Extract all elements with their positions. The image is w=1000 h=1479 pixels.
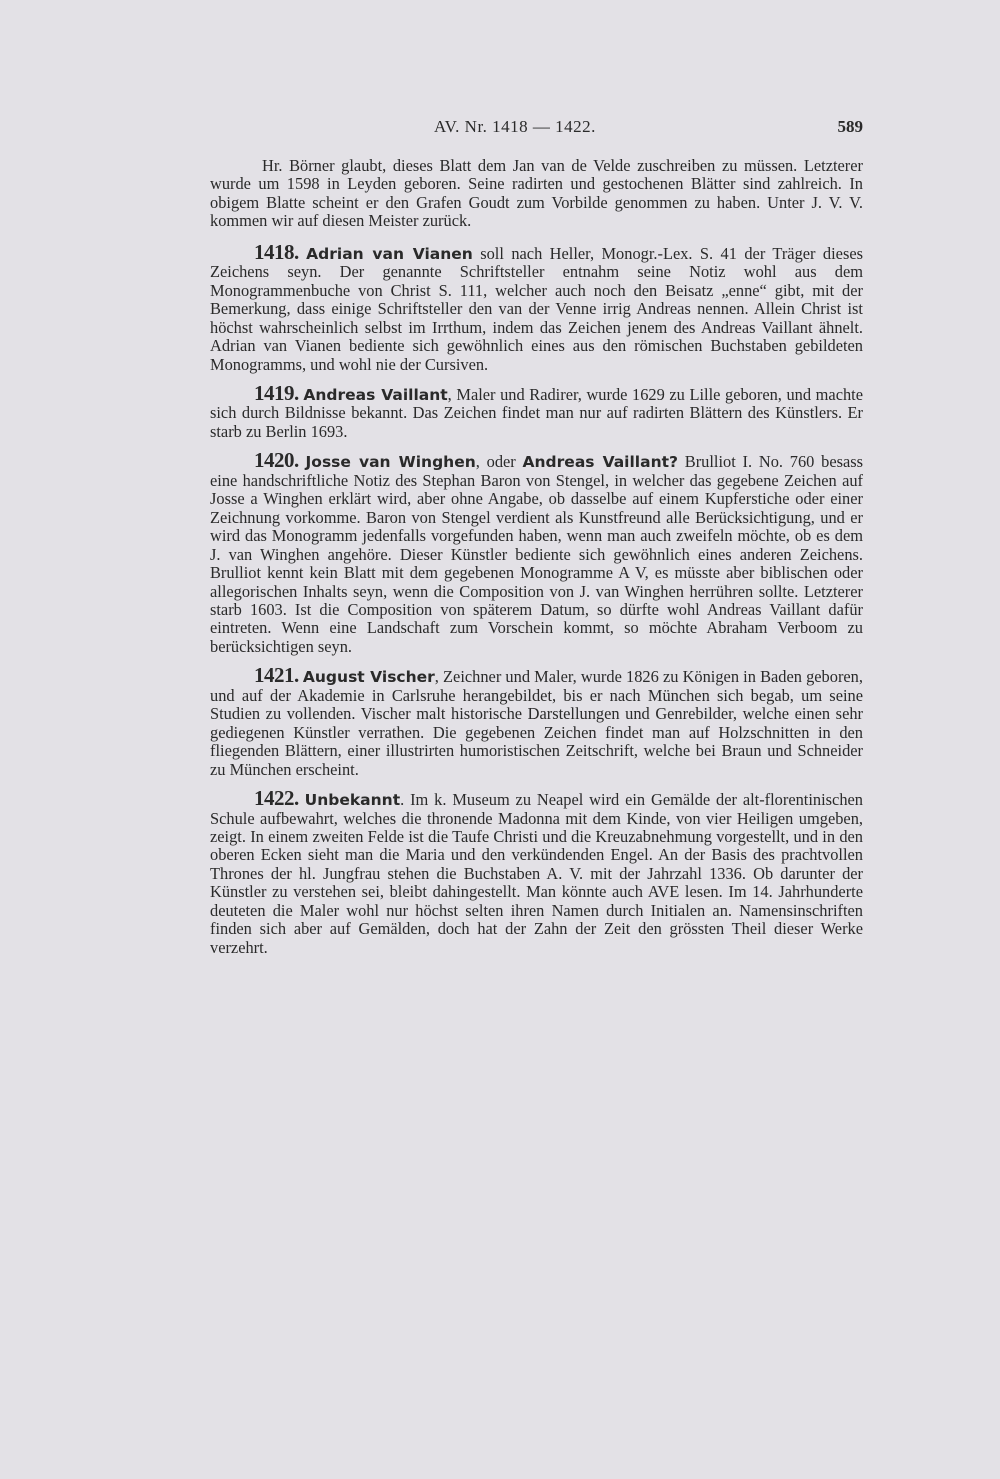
artist-name: Andreas Vaillant xyxy=(303,385,448,404)
entry-body: , Maler und Radirer, wurde 1629 zu Lille geboren, und machte sich durch Bildnisse bekannt. Das Zeichen findet man nur auf radirten Blättern des Künstlers. Er starb zu Berlin 1693. xyxy=(210,384,863,441)
entry-1421 xyxy=(210,663,863,779)
entry-number: 1418. xyxy=(254,239,299,264)
artist-name: August Vischer xyxy=(302,668,435,687)
entry-1418-text xyxy=(210,239,863,374)
page-body xyxy=(210,157,863,967)
entry-1418 xyxy=(210,239,863,374)
entry-1420-text xyxy=(210,448,863,656)
name-connector: , oder xyxy=(475,452,523,472)
entry-number: 1419. xyxy=(254,380,299,405)
running-header xyxy=(210,117,863,141)
entry-number: 1421. xyxy=(254,663,299,688)
artist-name: Josse van Winghen xyxy=(305,453,476,472)
artist-name: Adrian van Vianen xyxy=(306,244,473,263)
artist-name-alt: Andreas Vaillant? xyxy=(522,453,679,472)
intro-paragraph: Hr. Börner glaubt, dieses Blatt dem Jan van de Velde zuschreiben zu müssen. Letzterer wurde um 1598 in Leyden geboren. Seine radirten und gestochenen Blätter sind zahlreich. In obigem Blatte scheint er den Grafen Goudt zum Vorbilde genommen zu haben. Unter J. V. V. kommen wir auf diesen Meister zurück. xyxy=(210,156,863,231)
entry-1419 xyxy=(210,380,863,441)
entry-body: soll nach Heller, Monogr.-Lex. S. 41 der Träger dieses Zeichens seyn. Der genannte Schriftsteller entnahm seine Notiz wohl aus dem Monogrammenbuche von Christ S. 111, welcher auch noch den Beisatz „enne“ gibt, mit der Bemerkung, dass einige Schriftsteller den van der Venne irrig Andreas nennen. Allein Christ ist höchst wahrscheinlich selbst im Irrthum, indem das Zeichen jenem des Andreas Vaillant ähnelt. Adrian van Vianen bediente sich gewöhnlich eines aus den römischen Buchstaben gebildeten Monogramms, und wohl nie der Cursiven. xyxy=(210,243,863,374)
artist-name: Unbekannt xyxy=(304,791,401,810)
entry-1422 xyxy=(210,786,863,957)
entry-1420 xyxy=(210,448,863,656)
running-title: AV. Nr. 1418 — 1422. xyxy=(434,117,596,136)
entry-1421-text xyxy=(210,663,863,779)
entry-body: , Zeichner und Maler, wurde 1826 zu Königen in Baden geboren, und auf der Akademie in Carlsruhe herangebildet, bis er nach München sich begab, um seine Studien zu vollenden. Vischer malt historische Darstellungen und Genrebilder, welche einen sehr gediegenen Künstler verrathen. Die gegebenen Zeichen findet man auf Holzschnitten in den fliegenden Blättern, einer illustrirten humoristischen Zeitschrift, welche bei Braun und Schneider zu München erscheint. xyxy=(210,667,863,779)
page-number: 589 xyxy=(837,117,863,136)
entry-1419-text xyxy=(210,380,863,441)
entry-number: 1422. xyxy=(254,786,299,811)
entry-body: Brulliot I. No. 760 besass eine handschriftliche Notiz des Stephan Baron von Stengel, in welcher das gegebene Zeichen auf Josse a Winghen erklärt wird, aber ohne Angabe, ob dasselbe auf einem Kupferstiche oder einer Zeichnung vorkomme. Baron von Stengel verdient als Kunstfreund alle Berücksichtigung, und er wird das Monogramm jedenfalls vorgefunden haben, wenn man auch zweifeln möchte, ob es dem J. van Winghen angehöre. Dieser Künstler bediente sich gewöhnlich eines anderen Zeichens. Brulliot kennt kein Blatt mit dem gegebenen Monogramme A V, es müsste aber biblischen oder allegorischen Inhalts seyn, wenn die Composition von J. van Winghen herrühren sollte. Letzterer starb 1603. Ist die Composition von späterem Datum, so dürfte wohl Andreas Vaillant dafür eintreten. Wenn eine Landschaft zum Vorschein kommt, so möchte Abraham Verboom zu berücksichtigen seyn. xyxy=(210,452,863,656)
entry-1422-text xyxy=(210,786,863,957)
entry-number: 1420. xyxy=(254,448,299,473)
entry-body: . Im k. Museum zu Neapel wird ein Gemälde der alt-florentinischen Schule aufbewahrt, welches die thronende Madonna mit dem Kinde, von vier Heiligen umgeben, zeigt. In einem zweiten Felde ist die Taufe Christi und die Kreuzabnehmung vorgestellt, und in den oberen Ecken sieht man die Maria und den verkündenden Engel. An der Basis des prachtvollen Thrones der hl. Jungfrau stehen die Buchstaben A. V. mit der Jahrzahl 1336. Ob darunter der Künstler zu verstehen sei, bleibt dahingestellt. Man könnte auch AVE lesen. Im 14. Jahrhunderte deuteten die Maler wohl nur höchst selten ihren Namen durch Initialen an. Namensinschriften finden sich aber auf Gemälden, doch hat der Zahn der Zeit den grössten Theil dieser Werke verzehrt. xyxy=(210,790,863,957)
